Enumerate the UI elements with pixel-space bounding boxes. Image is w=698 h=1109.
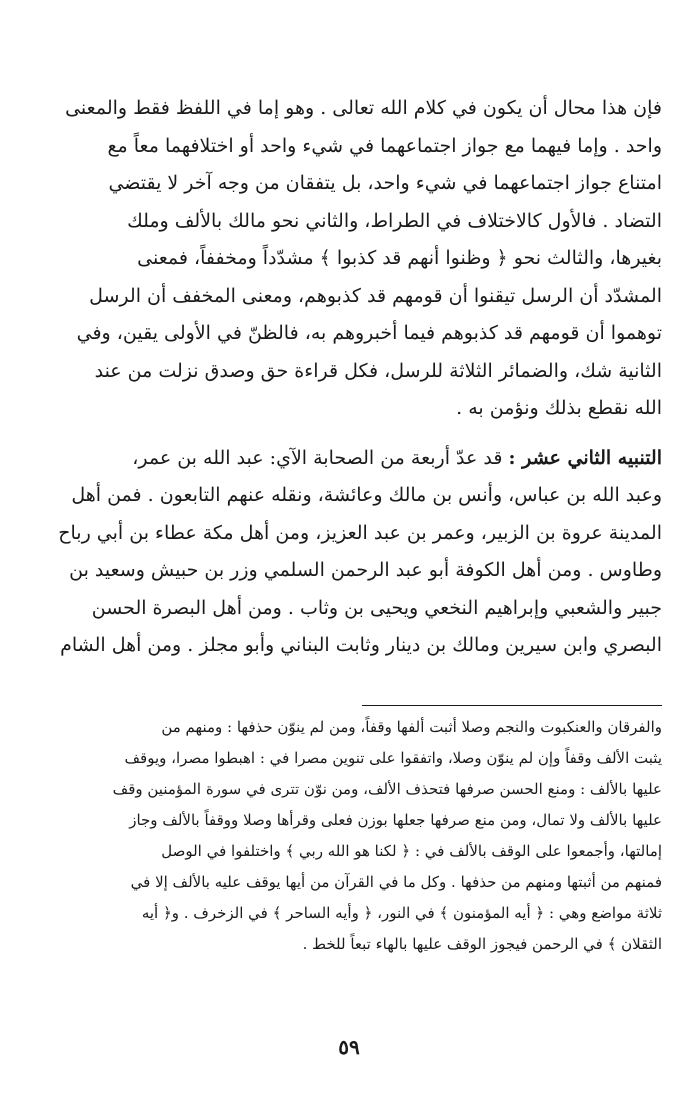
footnote-line: الثقلان ﴾ في الرحمن فيجوز الوقف عليها بالهاء تبعاً للخط . — [302, 935, 662, 953]
text-line: البصري وابن سيرين ومالك بن دينار وثابت البناني وأبو مجلز . ومن أهل الشام — [60, 634, 662, 656]
text-line: المشدّد أن الرسل تيقنوا أن قومهم قد كذبوهم، ومعنى المخفف أن الرسل — [89, 284, 662, 307]
footnote-line: عليها بالألف : ومنع الحسن صرفها فتحذف الألف، ومن نوّن تترى في سورة المؤمنين وقف — [112, 780, 662, 798]
book-page — [36, 0, 662, 1109]
text-line: الثانية شك، والضمائر الثلاثة للرسل، فكل قراءة حق وصدق نزلت من عند — [94, 359, 662, 382]
text-line: وعبد الله بن عباس، وأنس بن مالك وعائشة، ونقله عنهم التابعون . فمن أهل — [71, 484, 662, 506]
footnote-divider — [362, 705, 662, 706]
text-line: توهموا أن قومهم قد كذبوهم فيما أخبروهم به، فالظنّ في الأولى يقين، وفي — [76, 322, 662, 344]
footnote-line: يثبت الألف وقفاً وإن لم ينوّن وصلا، واتفقوا على تنوين مصرا في : اهبطوا مصرا، ويوقف — [124, 749, 662, 767]
page-number: ٥٩ — [338, 1035, 360, 1059]
heading-continuation: قد عدّ أربعة من الصحابة الآي: عبد الله بن عمر، — [132, 446, 509, 469]
text-line: الله نقطع بذلك ونؤمن به . — [456, 397, 662, 419]
text-line — [36, 440, 662, 478]
text-line: وطاوس . ومن أهل الكوفة أبو عبد الرحمن السلمي وزر بن حبيش وسعيد بن — [69, 559, 662, 581]
text-line: واحد . وإما فيهما مع جواز اجتماعهما في شيء واحد أو اختلافهما معاً مع — [107, 134, 662, 157]
footnote-line: والفرقان والعنكبوت والنجم وصلا أثبت ألفها وقفاً، ومن لم ينوّن حذفها : ومنهم من — [161, 718, 662, 736]
footnote-line: عليها بالألف ولا تمال، ومن منع صرفها جعلها بوزن فعلى وقرأها وصلا ووقفاً بالألف وجاز — [129, 811, 662, 829]
text-line: المدينة عروة بن الزبير، وعمر بن عبد العزيز، ومن أهل مكة عطاء بن أبي رباح — [58, 521, 662, 544]
text-line: التضاد . فالأول كالاختلاف في الطراط، والثاني نحو مالك بالألف وملك — [127, 209, 662, 232]
footnote-line: فمنهم من أثبتها ومنهم من حذفها . وكل ما في القرآن من أيها يوقف عليه بالألف إلا في — [130, 873, 662, 891]
paragraph-gap — [36, 428, 662, 440]
section-heading: التنبيه الثاني عشر : — [508, 446, 662, 469]
text-line: بغيرها، والثالث نحو ﴿ وظنوا أنهم قد كذبوا ﴾ مشدّداً ومخففاً، فمعنى — [137, 247, 662, 269]
text-line: جبير والشعبي وإبراهيم النخعي ويحيى بن وثاب . ومن أهل البصرة الحسن — [91, 596, 662, 619]
main-text — [36, 90, 662, 665]
footnote-line: إمالتها، وأجمعوا على الوقف بالألف في : ﴿ لكنا هو الله ربي ﴾ واختلفوا في الوصل — [161, 842, 662, 860]
text-line: امتناع جواز اجتماعهما في شيء واحد، بل يتفقان من وجه آخر لا يقتضي — [108, 172, 662, 194]
footnote-line: ثلاثة مواضع وهي : ﴿ أيه المؤمنون ﴾ في النور، ﴿ وأيه الساحر ﴾ في الزخرف . و﴿ أيه — [141, 904, 662, 922]
footnote-text — [36, 712, 662, 960]
text-line: فإن هذا محال أن يكون في كلام الله تعالى . وهو إما في اللفظ فقط والمعنى — [65, 97, 662, 119]
